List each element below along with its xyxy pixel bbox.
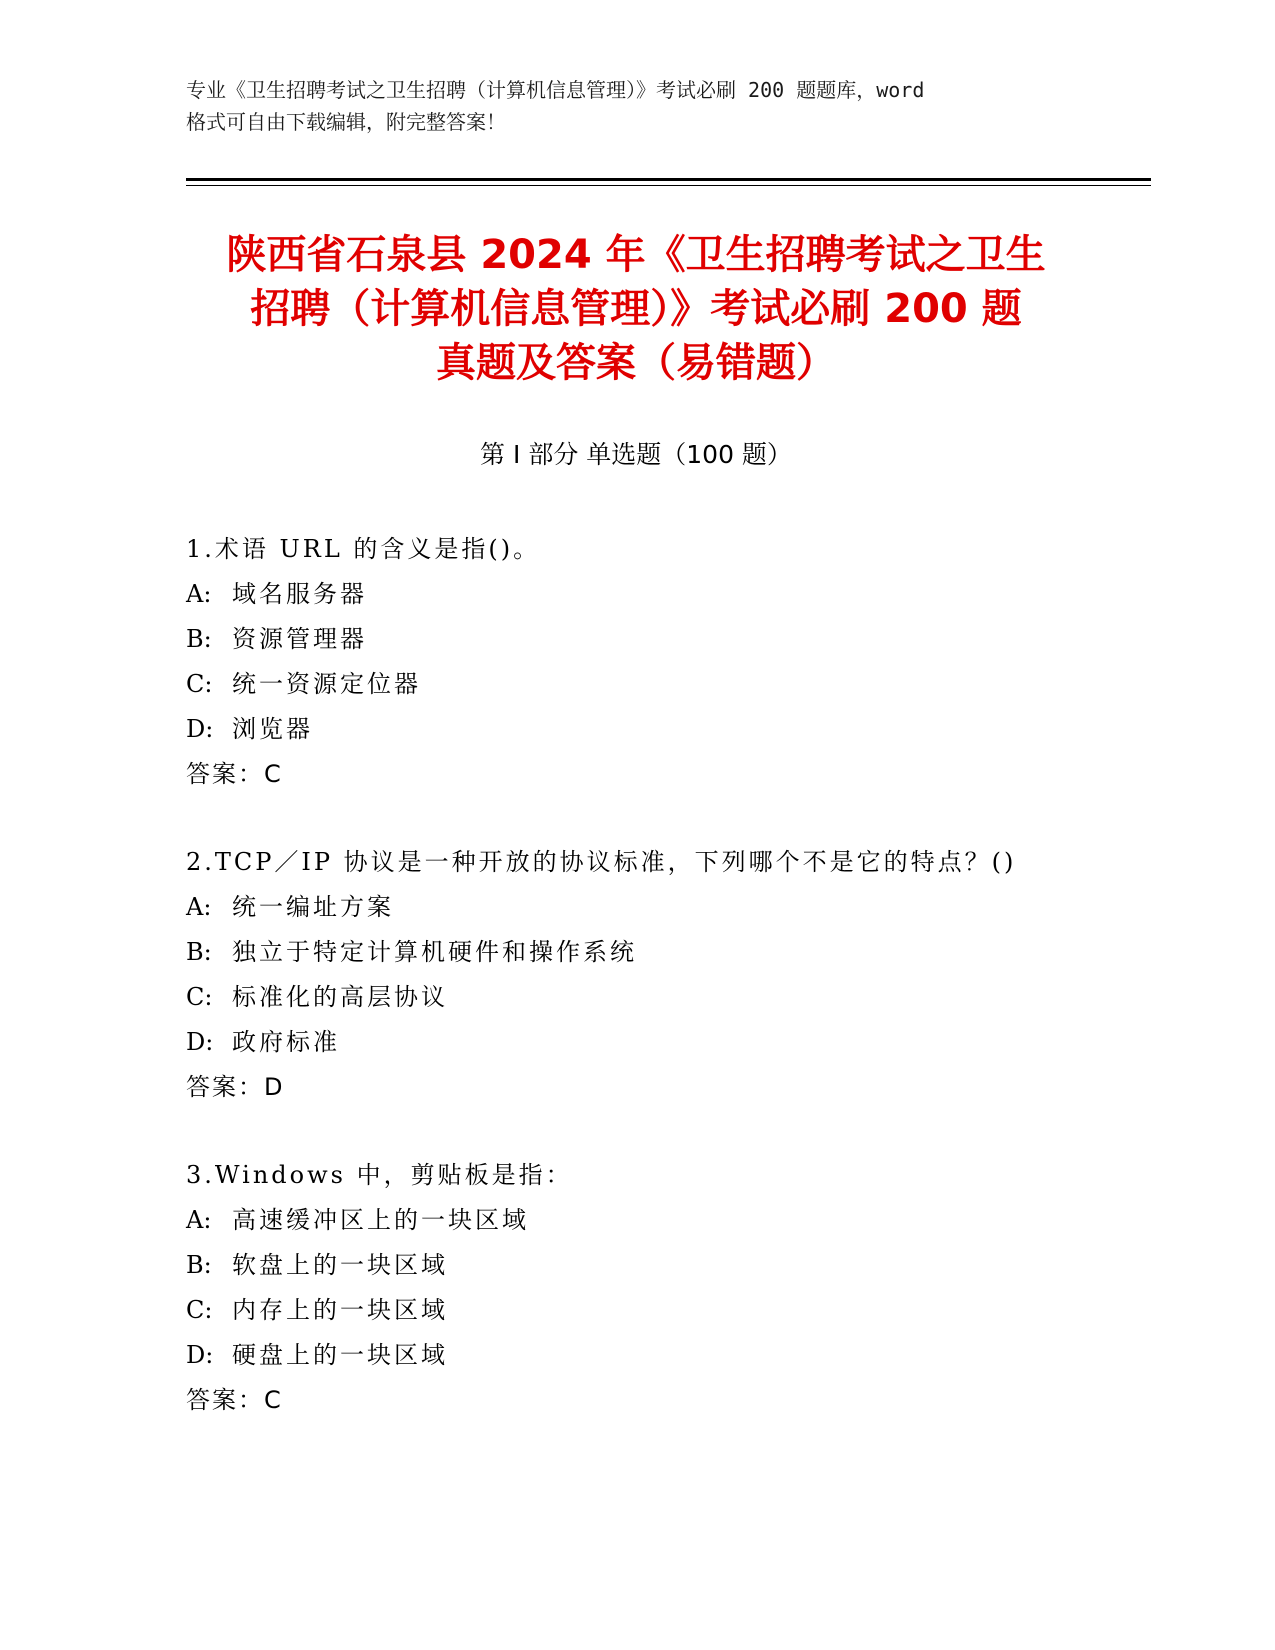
option-letter: B:: [186, 1251, 212, 1279]
question-stem: 3.Windows 中，剪贴板是指：: [186, 1161, 573, 1189]
answer-line: 答案：C: [186, 760, 283, 788]
option-letter: A:: [186, 1206, 212, 1234]
question-list: [186, 527, 1146, 1466]
option-text: 独立于特定计算机硬件和操作系统: [232, 938, 637, 966]
option-text: 标准化的高层协议: [232, 983, 448, 1011]
header-rule-thick: [186, 178, 1151, 181]
question-stem: 2.TCP／IP 协议是一种开放的协议标准，下列哪个不是它的特点？(): [186, 848, 1017, 876]
document-title-line-3: 真题及答案（易错题）: [436, 340, 836, 386]
header-rule-thin: [186, 185, 1151, 186]
document-title-line-1: 陕西省石泉县 2024 年《卫生招聘考试之卫生: [226, 232, 1046, 278]
option-d: [186, 1020, 1146, 1065]
header-note-line-1: 专业《卫生招聘考试之卫生招聘（计算机信息管理）》考试必刷 200 题题库，word: [186, 78, 925, 102]
option-text: 域名服务器: [232, 580, 367, 608]
option-letter: C:: [186, 983, 213, 1011]
question-stem: 1.术语 URL 的含义是指()。: [186, 535, 541, 563]
option-letter: D:: [186, 1028, 214, 1056]
option-letter: B:: [186, 625, 212, 653]
option-c: [186, 975, 1146, 1020]
option-letter: B:: [186, 938, 212, 966]
option-letter: D:: [186, 715, 214, 743]
section-heading: 第 I 部分 单选题（100 题）: [480, 440, 792, 469]
header-note-line-2: 格式可自由下载编辑，附完整答案！: [186, 110, 506, 134]
option-a: [186, 885, 1146, 930]
option-text: 统一编址方案: [232, 893, 394, 921]
option-a: [186, 572, 1146, 617]
option-text: 软盘上的一块区域: [232, 1251, 448, 1279]
option-text: 资源管理器: [232, 625, 367, 653]
question-2: [186, 840, 1146, 1110]
option-text: 高速缓冲区上的一块区域: [232, 1206, 529, 1234]
option-text: 内存上的一块区域: [232, 1296, 448, 1324]
option-b: [186, 1243, 1146, 1288]
option-letter: C:: [186, 1296, 213, 1324]
option-c: [186, 1288, 1146, 1333]
option-letter: D:: [186, 1341, 214, 1369]
option-d: [186, 1333, 1146, 1378]
answer-line: 答案：C: [186, 1386, 283, 1414]
option-text: 政府标准: [232, 1028, 340, 1056]
option-text: 硬盘上的一块区域: [232, 1341, 448, 1369]
option-text: 浏览器: [232, 715, 313, 743]
option-letter: C:: [186, 670, 213, 698]
header-note: [186, 74, 1086, 138]
option-b: [186, 617, 1146, 662]
option-text: 统一资源定位器: [232, 670, 421, 698]
document-title: [186, 228, 1086, 390]
question-1: [186, 527, 1146, 797]
option-letter: A:: [186, 893, 212, 921]
question-3: [186, 1153, 1146, 1423]
document-title-line-2: 招聘（计算机信息管理）》考试必刷 200 题: [250, 286, 1022, 332]
option-b: [186, 930, 1146, 975]
option-a: [186, 1198, 1146, 1243]
option-letter: A:: [186, 580, 212, 608]
option-d: [186, 707, 1146, 752]
answer-line: 答案：D: [186, 1073, 285, 1101]
option-c: [186, 662, 1146, 707]
